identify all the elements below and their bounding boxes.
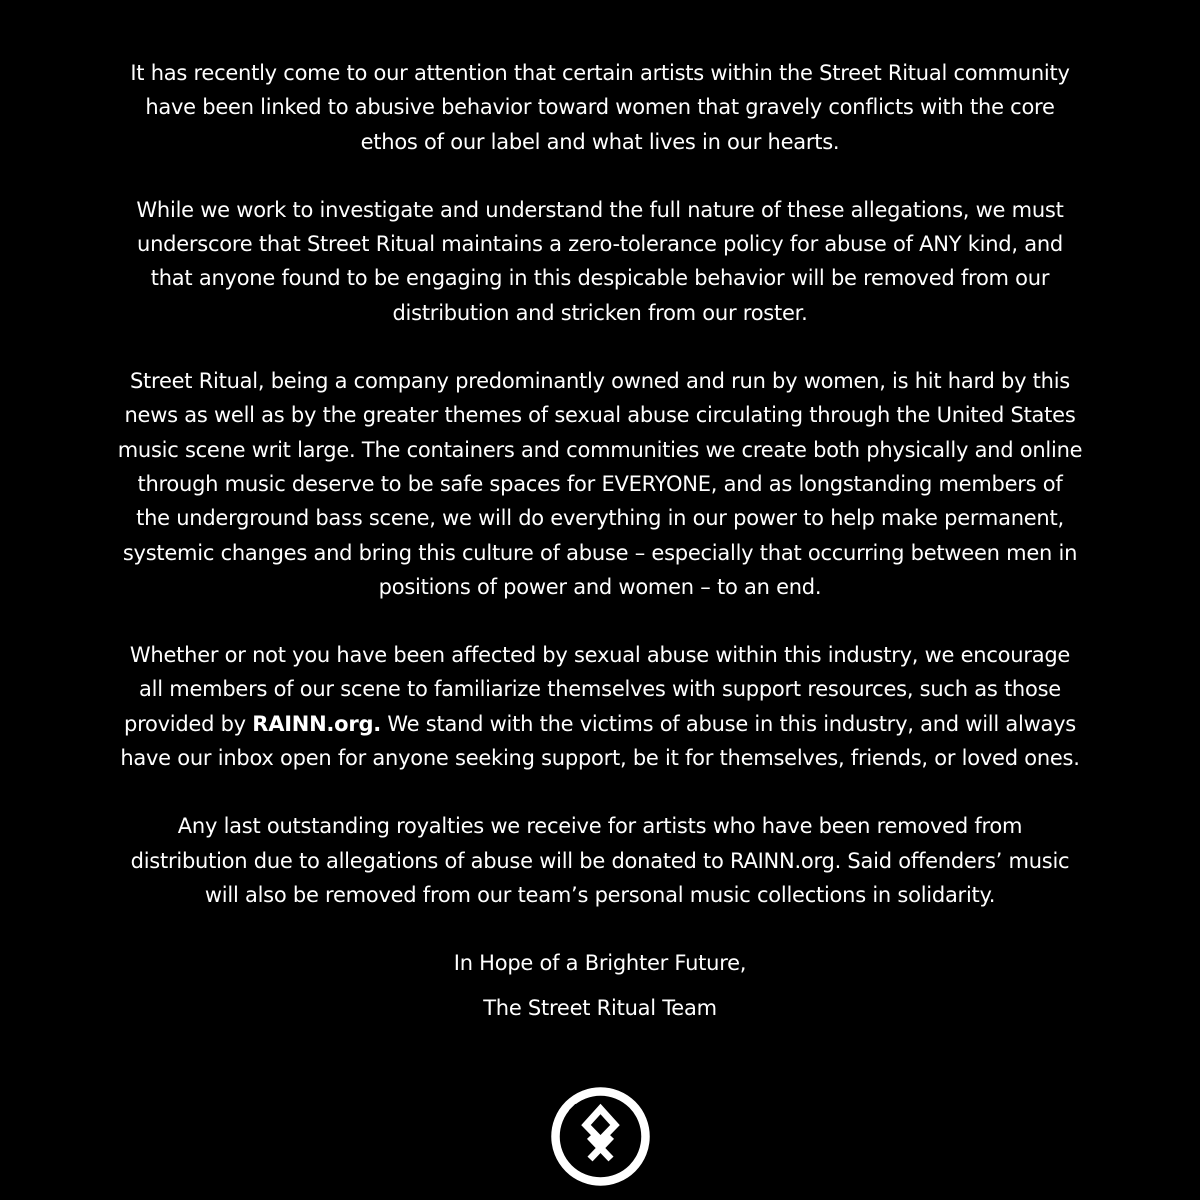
statement-paragraph — [40, 193, 1160, 330]
paragraph-line — [40, 261, 1160, 295]
line-text: distribution due to allegations of abuse will be donated to RAINN.org. Said offenders’ music — [130, 848, 1070, 873]
line-text: positions of power and women – to an end. — [378, 574, 822, 599]
paragraph-line — [40, 501, 1160, 535]
statement-paragraph — [40, 364, 1160, 604]
statement-paragraph — [40, 56, 1160, 159]
statement-paragraph — [40, 638, 1160, 775]
paragraph-line — [40, 56, 1160, 90]
paragraph-line — [40, 193, 1160, 227]
rainn-link[interactable]: RAINN.org. — [252, 711, 381, 736]
line-text: ethos of our label and what lives in our hearts. — [360, 129, 840, 154]
line-text: distribution and stricken from our roster. — [392, 300, 808, 325]
paragraph-line — [40, 570, 1160, 604]
statement — [40, 56, 1160, 1025]
line-text: have our inbox open for anyone seeking support, be it for themselves, friends, or loved ones. — [120, 746, 1080, 771]
street-ritual-logo-icon — [549, 1085, 652, 1188]
line-text: Whether or not you have been affected by sexual abuse within this industry, we encourage — [129, 643, 1071, 668]
line-text: systemic changes and bring this culture of abuse – especially that occurring between men in — [122, 540, 1078, 565]
paragraph-line — [40, 741, 1160, 775]
line-text: Any last outstanding royalties we receive for artists who have been removed from — [177, 814, 1023, 839]
line-text: will also be removed from our team’s personal music collections in solidarity. — [204, 882, 996, 907]
paragraph-line — [40, 90, 1160, 124]
paragraph-line — [40, 398, 1160, 432]
paragraph-line — [40, 536, 1160, 570]
line-text: all members of our scene to familiarize themselves with support resources, such as those — [139, 677, 1061, 702]
line-text: through music deserve to be safe spaces for EVERYONE, and as longstanding members of — [137, 471, 1063, 496]
paragraph-line — [40, 672, 1160, 706]
paragraph-line — [40, 364, 1160, 398]
paragraph-line — [40, 467, 1160, 501]
signoff — [40, 946, 1160, 1025]
paragraph-line — [40, 809, 1160, 843]
statement-paragraph — [40, 809, 1160, 912]
line-text: While we work to investigate and understand the full nature of these allegations, we must — [136, 197, 1064, 222]
line-text: music scene writ large. The containers and communities we create both physically and online — [117, 437, 1083, 462]
line-text: Street Ritual, being a company predominantly owned and run by women, is hit hard by this — [129, 369, 1071, 394]
paragraph-line — [40, 638, 1160, 672]
line-text: It has recently come to our attention that certain artists within the Street Ritual community — [130, 61, 1070, 85]
line-text: We stand with the victims of abuse in this industry, and will always — [380, 711, 1076, 736]
line-text: that anyone found to be engaging in this despicable behavior will be removed from our — [150, 266, 1050, 291]
line-text: news as well as by the greater themes of sexual abuse circulating through the United States — [124, 403, 1076, 428]
line-text: have been linked to abusive behavior toward women that gravely conflicts with the core — [145, 95, 1055, 120]
signature-line: The Street Ritual Team — [483, 995, 717, 1020]
line-text: underscore that Street Ritual maintains a zero-tolerance policy for abuse of ANY kind, and — [137, 232, 1063, 257]
closing-line: In Hope of a Brighter Future, — [453, 951, 747, 976]
paragraph-line — [40, 707, 1160, 741]
line-text: the underground bass scene, we will do everything in our power to help make permanent, — [136, 506, 1064, 531]
statement-body — [40, 56, 1160, 912]
paragraph-line — [40, 227, 1160, 261]
paragraph-line — [40, 125, 1160, 159]
paragraph-line — [40, 844, 1160, 878]
paragraph-line — [40, 296, 1160, 330]
paragraph-line — [40, 878, 1160, 912]
line-text: provided by — [123, 711, 253, 736]
paragraph-line — [40, 433, 1160, 467]
